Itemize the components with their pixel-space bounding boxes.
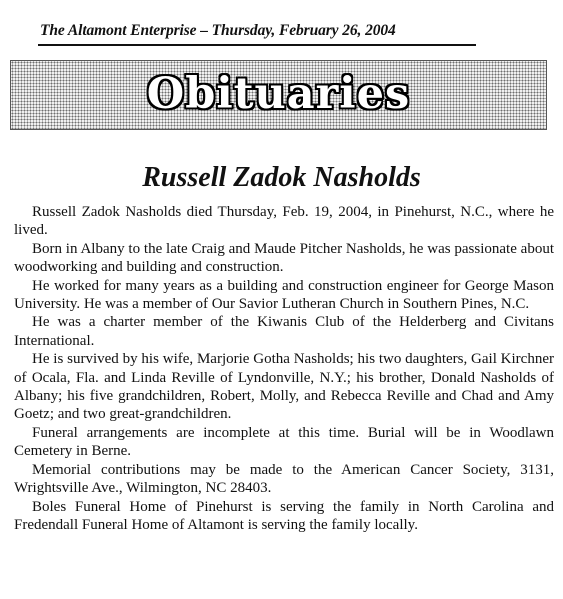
masthead-divider	[38, 44, 476, 46]
obituary-paragraph: Funeral arrangements are incomplete at this time. Burial will be in Woodlawn Cemetery in Berne.	[14, 424, 554, 460]
section-title: Obituaries	[146, 69, 411, 119]
obituary-paragraph: He worked for many years as a building and construction engineer for George Mason University. He was a member of Our Savior Lutheran Church in Southern Pines, N.C.	[14, 277, 554, 313]
section-banner	[10, 60, 547, 130]
newspaper-masthead: The Altamont Enterprise – Thursday, February 26, 2004	[40, 22, 396, 39]
obituary-paragraph: Memorial contributions may be made to the American Cancer Society, 3131, Wrightsville Ave., Wilmington, NC 28403.	[14, 461, 554, 497]
obituary-paragraph: He was a charter member of the Kiwanis Club of the Helderberg and Civitans International.	[14, 314, 554, 349]
obituary-headline: Russell Zadok Nasholds	[142, 162, 421, 193]
obituary-body	[14, 203, 554, 534]
obituary-paragraph: He is survived by his wife, Marjorie Gotha Nasholds; his two daughters, Gail Kirchner of Ocala, Fla. and Linda Reville of Lyndonville, N.Y.; his brother, Donald Nasholds of Albany; his five grandchildren, Robert, Molly, and Rebecca Reville and Chad and Amy Goetz; and two great-grandchildren.	[14, 351, 554, 423]
obituary-paragraph: Russell Zadok Nasholds died Thursday, Feb. 19, 2004, in Pinehurst, N.C., where he lived.	[14, 204, 554, 239]
obituary-paragraph: Born in Albany to the late Craig and Maude Pitcher Nasholds, he was passionate about woodworking and building and construction.	[14, 240, 554, 276]
obituary-paragraph: Boles Funeral Home of Pinehurst is serving the family in North Carolina and Fredendall Funeral Home of Altamont is serving the family locally.	[14, 498, 554, 533]
